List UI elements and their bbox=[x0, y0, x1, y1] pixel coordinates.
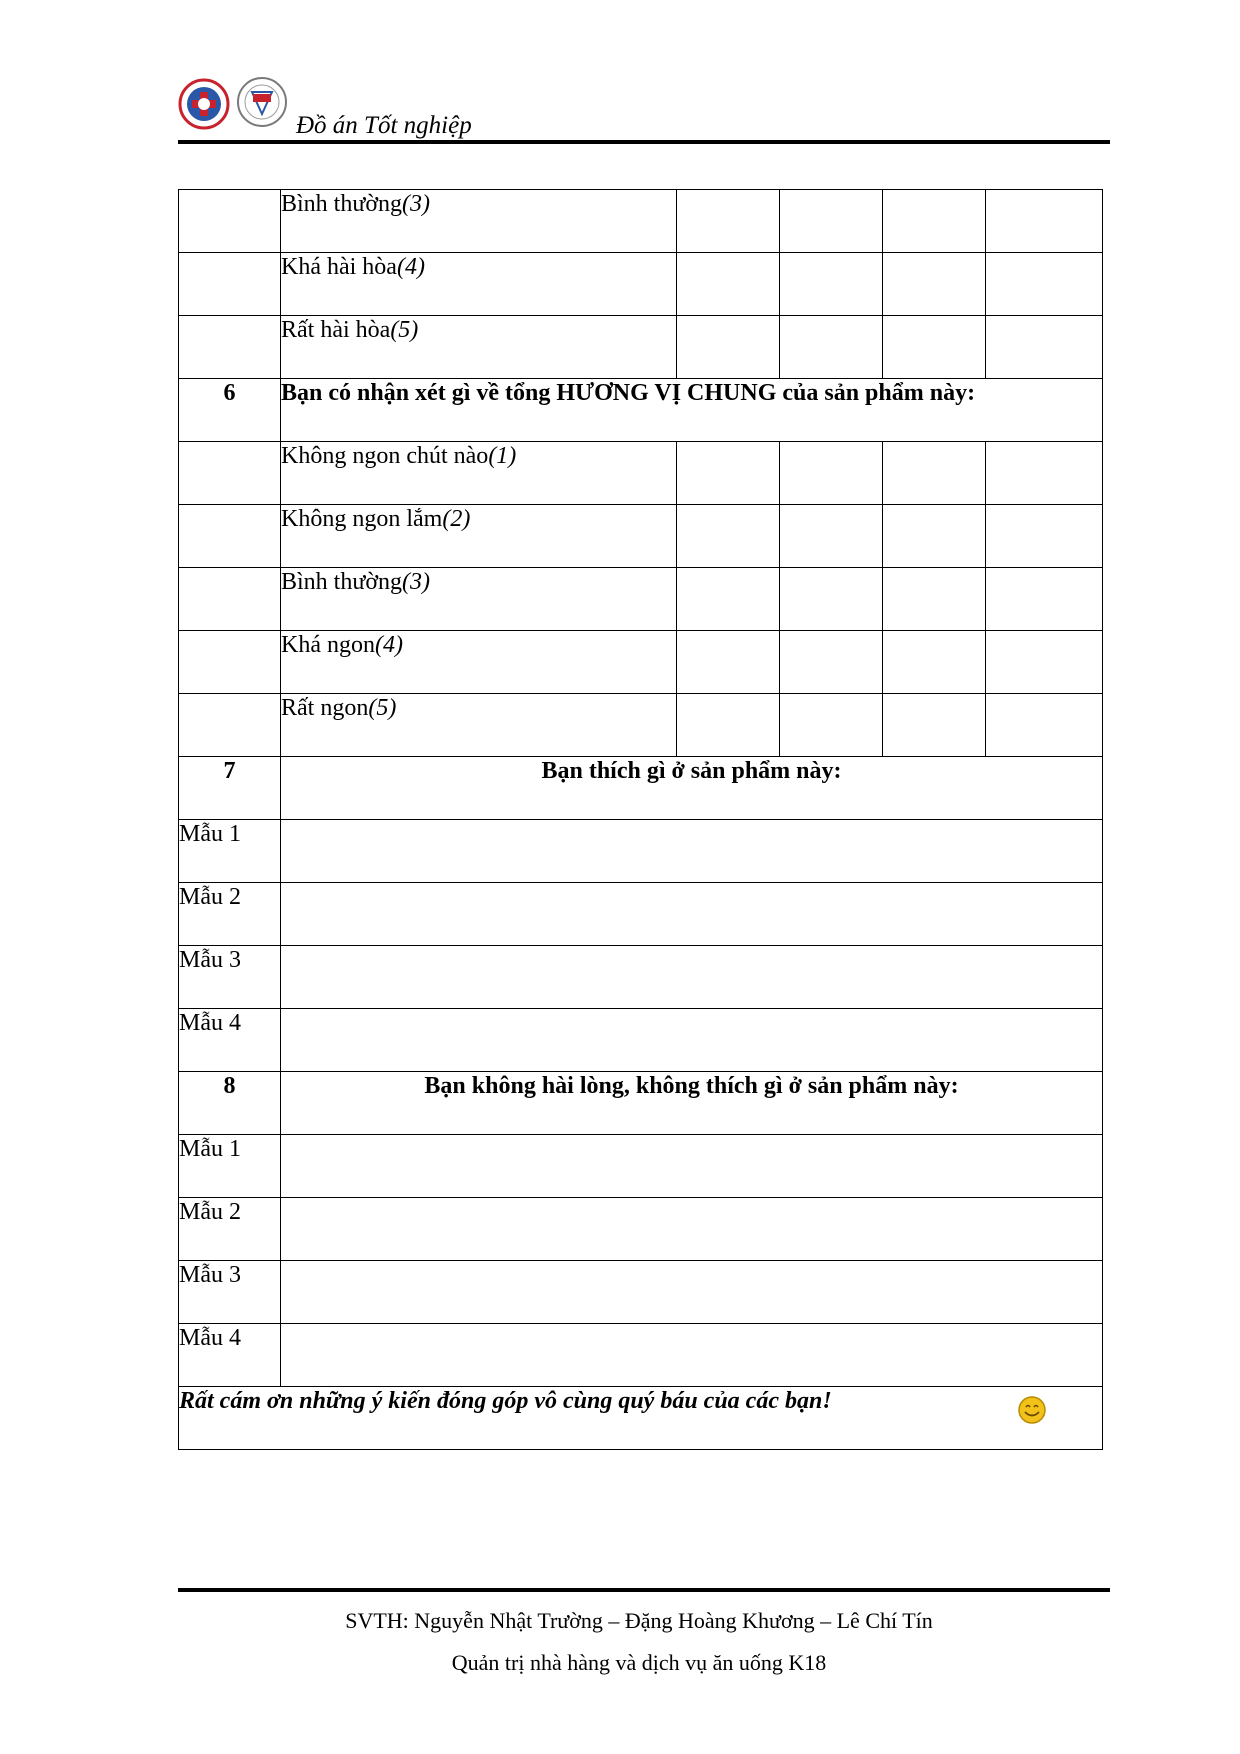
question-row bbox=[179, 379, 1103, 442]
rating-cell-sample-3[interactable] bbox=[883, 631, 986, 694]
sample-label: Mẫu 2 bbox=[179, 1198, 281, 1261]
question-text: Bạn thích gì ở sản phẩm này: bbox=[281, 757, 1103, 820]
sample-label: Mẫu 2 bbox=[179, 883, 281, 946]
question-text: Bạn không hài lòng, không thích gì ở sản phẩm này: bbox=[281, 1072, 1103, 1135]
sample-label: Mẫu 3 bbox=[179, 946, 281, 1009]
page-footer bbox=[178, 1588, 1110, 1676]
rating-cell-sample-2[interactable] bbox=[780, 190, 883, 253]
question-text: Bạn có nhận xét gì về tổng HƯƠNG VỊ CHUNG của sản phẩm này: bbox=[281, 379, 1103, 442]
rating-cell-sample-3[interactable] bbox=[883, 442, 986, 505]
option-label: Bình thường(3) bbox=[281, 190, 677, 253]
thanks-message: Rất cám ơn những ý kiến đóng góp vô cùng quý báu của các bạn! bbox=[179, 1388, 832, 1414]
rating-cell-sample-1[interactable] bbox=[677, 631, 780, 694]
thanks-row bbox=[179, 1387, 1103, 1450]
option-label: Rất ngon(5) bbox=[281, 694, 677, 757]
footer-course: Quản trị nhà hàng và dịch vụ ăn uống K18 bbox=[451, 1650, 827, 1675]
rating-cell-sample-3[interactable] bbox=[883, 253, 986, 316]
rating-cell-sample-1[interactable] bbox=[677, 568, 780, 631]
table-row bbox=[179, 253, 1103, 316]
option-label: Bình thường(3) bbox=[281, 568, 677, 631]
rating-cell-sample-3[interactable] bbox=[883, 568, 986, 631]
table-row bbox=[179, 1261, 1103, 1324]
sample-label: Mẫu 4 bbox=[179, 1324, 281, 1387]
rating-cell-sample-1[interactable] bbox=[677, 694, 780, 757]
table-row bbox=[179, 190, 1103, 253]
table-row bbox=[179, 883, 1103, 946]
table-row bbox=[179, 1135, 1103, 1198]
question-row bbox=[179, 1072, 1103, 1135]
rating-cell-sample-1[interactable] bbox=[677, 505, 780, 568]
rating-cell-sample-4[interactable] bbox=[986, 505, 1103, 568]
rating-cell-sample-1[interactable] bbox=[677, 190, 780, 253]
rating-cell-sample-2[interactable] bbox=[780, 631, 883, 694]
question-row bbox=[179, 757, 1103, 820]
number-cell bbox=[179, 505, 281, 568]
number-cell bbox=[179, 316, 281, 379]
option-label: Không ngon chút nào(1) bbox=[281, 442, 677, 505]
rating-cell-sample-1[interactable] bbox=[677, 442, 780, 505]
rating-cell-sample-4[interactable] bbox=[986, 568, 1103, 631]
rating-cell-sample-2[interactable] bbox=[780, 568, 883, 631]
answer-field[interactable] bbox=[281, 1198, 1103, 1261]
option-label: Khá hài hòa(4) bbox=[281, 253, 677, 316]
rating-cell-sample-3[interactable] bbox=[883, 694, 986, 757]
sample-label: Mẫu 4 bbox=[179, 1009, 281, 1072]
document-title: Đồ án Tốt nghiệp bbox=[296, 112, 472, 139]
rating-cell-sample-4[interactable] bbox=[986, 694, 1103, 757]
rating-cell-sample-4[interactable] bbox=[986, 190, 1103, 253]
fft-logo-icon bbox=[238, 78, 286, 126]
table-row bbox=[179, 631, 1103, 694]
rating-cell-sample-2[interactable] bbox=[780, 316, 883, 379]
table-row bbox=[179, 568, 1103, 631]
school-logo-icon bbox=[180, 80, 228, 128]
table-row bbox=[179, 1198, 1103, 1261]
table-row bbox=[179, 442, 1103, 505]
table-row bbox=[179, 1324, 1103, 1387]
table-row bbox=[179, 946, 1103, 1009]
answer-field[interactable] bbox=[281, 1009, 1103, 1072]
answer-field[interactable] bbox=[281, 820, 1103, 883]
rating-cell-sample-4[interactable] bbox=[986, 253, 1103, 316]
number-cell bbox=[179, 442, 281, 505]
question-number: 6 bbox=[179, 379, 281, 442]
sample-label: Mẫu 1 bbox=[179, 820, 281, 883]
rating-cell-sample-4[interactable] bbox=[986, 442, 1103, 505]
table-row bbox=[179, 694, 1103, 757]
page-header bbox=[178, 76, 1110, 146]
answer-field[interactable] bbox=[281, 1261, 1103, 1324]
answer-field[interactable] bbox=[281, 1135, 1103, 1198]
rating-cell-sample-1[interactable] bbox=[677, 253, 780, 316]
table-row bbox=[179, 1009, 1103, 1072]
rating-cell-sample-1[interactable] bbox=[677, 316, 780, 379]
table-row bbox=[179, 820, 1103, 883]
answer-field[interactable] bbox=[281, 1324, 1103, 1387]
sample-label: Mẫu 1 bbox=[179, 1135, 281, 1198]
survey-table bbox=[178, 189, 1103, 1450]
sample-label: Mẫu 3 bbox=[179, 1261, 281, 1324]
rating-cell-sample-4[interactable] bbox=[986, 631, 1103, 694]
number-cell bbox=[179, 568, 281, 631]
number-cell bbox=[179, 631, 281, 694]
rating-cell-sample-3[interactable] bbox=[883, 190, 986, 253]
university-logos bbox=[178, 76, 298, 132]
rating-cell-sample-2[interactable] bbox=[780, 505, 883, 568]
question-number: 8 bbox=[179, 1072, 281, 1135]
rating-cell-sample-2[interactable] bbox=[780, 694, 883, 757]
option-label: Khá ngon(4) bbox=[281, 631, 677, 694]
number-cell bbox=[179, 253, 281, 316]
table-row bbox=[179, 316, 1103, 379]
rating-cell-sample-3[interactable] bbox=[883, 505, 986, 568]
footer-authors: SVTH: Nguyễn Nhật Trường – Đặng Hoàng Khương – Lê Chí Tín bbox=[345, 1608, 933, 1633]
answer-field[interactable] bbox=[281, 883, 1103, 946]
footer-divider bbox=[178, 1588, 1110, 1592]
table-row bbox=[179, 505, 1103, 568]
question-number: 7 bbox=[179, 757, 281, 820]
rating-cell-sample-2[interactable] bbox=[780, 442, 883, 505]
thanks-cell bbox=[179, 1387, 1103, 1450]
smiley-icon bbox=[1017, 1395, 1047, 1425]
option-label: Không ngon lắm(2) bbox=[281, 505, 677, 568]
number-cell bbox=[179, 694, 281, 757]
rating-cell-sample-2[interactable] bbox=[780, 253, 883, 316]
option-label: Rất hài hòa(5) bbox=[281, 316, 677, 379]
answer-field[interactable] bbox=[281, 946, 1103, 1009]
rating-cell-sample-3[interactable] bbox=[883, 316, 986, 379]
rating-cell-sample-4[interactable] bbox=[986, 316, 1103, 379]
number-cell bbox=[179, 190, 281, 253]
header-divider bbox=[178, 140, 1110, 144]
